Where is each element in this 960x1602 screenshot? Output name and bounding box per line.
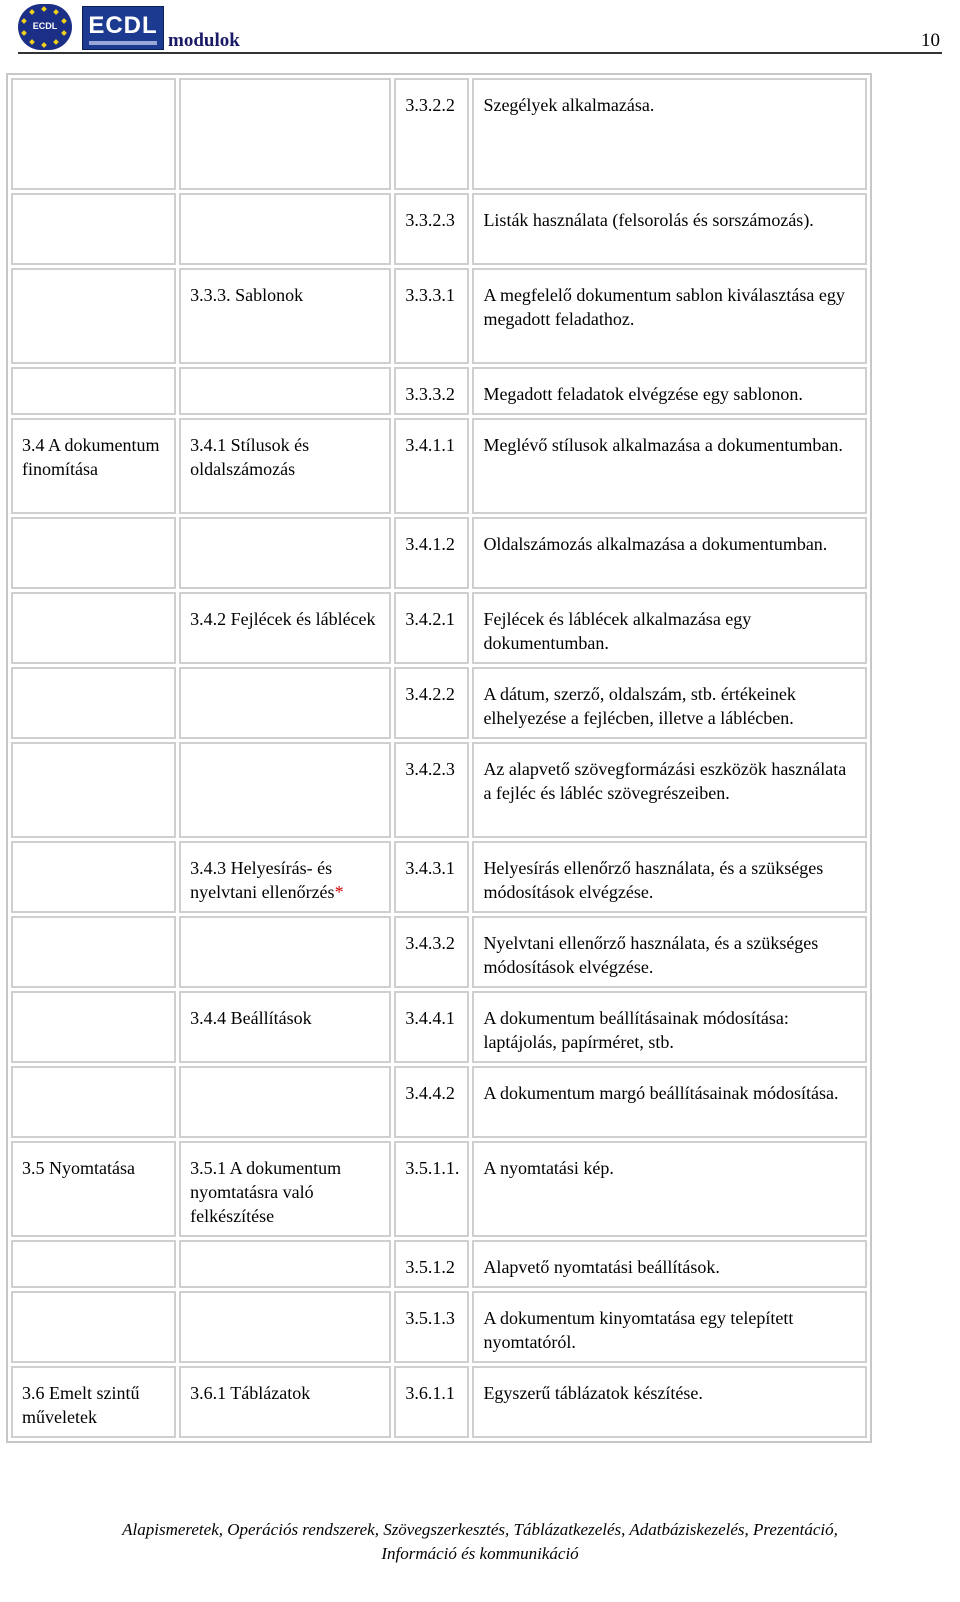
- ref-cell: [394, 1366, 469, 1438]
- ref-cell: [394, 1066, 469, 1138]
- subsection-cell-text: 3.4.3 Helyesírás- és nyelvtani ellenőrzés: [190, 858, 335, 902]
- description-cell-text: Szegélyek alkalmazása.: [483, 95, 655, 115]
- description-cell-text: A megfelelő dokumentum sablon kiválasztása egy megadott feladathoz.: [483, 285, 845, 329]
- header-rule: [18, 52, 942, 54]
- section-cell: [11, 517, 176, 589]
- table-row: [11, 742, 867, 838]
- logo-left-text: ECDL: [32, 21, 58, 31]
- ref-cell-text: 3.4.3.2: [405, 933, 455, 953]
- subsection-cell: [179, 78, 391, 190]
- description-cell: [472, 78, 867, 190]
- logo-underline: [89, 41, 157, 45]
- subsection-cell: [179, 268, 391, 364]
- ecdl-box-logo: [82, 6, 164, 50]
- subsection-cell-text: 3.5.1 A dokumentum nyomtatásra való felkészítése: [190, 1158, 342, 1226]
- section-cell: [11, 78, 176, 190]
- table-row: [11, 1291, 867, 1363]
- section-cell: [11, 916, 176, 988]
- ref-cell: [394, 268, 469, 364]
- ref-cell: [394, 367, 469, 415]
- description-cell: [472, 916, 867, 988]
- table-row: [11, 1240, 867, 1288]
- description-cell-text: A dátum, szerző, oldalszám, stb. értékeinek elhelyezése a fejlécben, illetve a láblécben.: [483, 684, 796, 728]
- ref-cell: [394, 193, 469, 265]
- table-row: [11, 367, 867, 415]
- syllabus-table-wrap: [6, 73, 870, 1443]
- subsection-cell: [179, 193, 391, 265]
- table-row: [11, 517, 867, 589]
- page-number: 10: [921, 30, 940, 51]
- ref-cell-text: 3.4.4.2: [405, 1083, 455, 1103]
- section-cell: [11, 1066, 176, 1138]
- footer-line-2: Információ és kommunikáció: [381, 1544, 579, 1563]
- table-row: [11, 193, 867, 265]
- ref-cell: [394, 841, 469, 913]
- table-row: [11, 916, 867, 988]
- description-cell: [472, 418, 867, 514]
- subsection-cell: [179, 517, 391, 589]
- ref-cell-text: 3.4.1.2: [405, 534, 455, 554]
- table-row: [11, 78, 867, 190]
- subsection-cell: [179, 667, 391, 739]
- description-cell: [472, 1240, 867, 1288]
- document-title: modulok: [168, 30, 240, 51]
- ref-cell: [394, 1240, 469, 1288]
- description-cell-text: Megadott feladatok elvégzése egy sablonon.: [483, 384, 803, 404]
- description-cell: [472, 592, 867, 664]
- ref-cell: [394, 667, 469, 739]
- description-cell: [472, 1066, 867, 1138]
- subsection-cell: [179, 367, 391, 415]
- subsection-cell-text: 3.3.3. Sablonok: [190, 285, 304, 305]
- section-cell: [11, 1141, 176, 1237]
- syllabus-table: [6, 73, 872, 1443]
- subsection-cell: [179, 1066, 391, 1138]
- description-cell-text: Listák használata (felsorolás és sorszámozás).: [483, 210, 814, 230]
- ref-cell-text: 3.5.1.1.: [405, 1158, 460, 1178]
- section-cell-text: 3.5 Nyomtatása: [22, 1158, 135, 1178]
- description-cell: [472, 193, 867, 265]
- subsection-cell: [179, 1240, 391, 1288]
- asterisk-mark: *: [334, 882, 344, 902]
- ref-cell-text: 3.3.3.2: [405, 384, 455, 404]
- table-row: [11, 841, 867, 913]
- description-cell: [472, 742, 867, 838]
- description-cell-text: Egyszerű táblázatok készítése.: [483, 1383, 703, 1403]
- subsection-cell-text: 3.4.4 Beállítások: [190, 1008, 312, 1028]
- description-cell: [472, 517, 867, 589]
- ref-cell-text: 3.4.2.3: [405, 759, 455, 779]
- table-row: [11, 1066, 867, 1138]
- description-cell-text: A dokumentum kinyomtatása egy telepített nyomtatóról.: [483, 1308, 794, 1352]
- description-cell: [472, 1141, 867, 1237]
- description-cell: [472, 1291, 867, 1363]
- section-cell-text: 3.4 A dokumentum finomítása: [22, 435, 160, 479]
- section-cell: [11, 841, 176, 913]
- subsection-cell: [179, 592, 391, 664]
- ref-cell-text: 3.4.1.1: [405, 435, 455, 455]
- subsection-cell-text: 3.6.1 Táblázatok: [190, 1383, 311, 1403]
- ref-cell-text: 3.5.1.2: [405, 1257, 455, 1277]
- table-row: [11, 592, 867, 664]
- section-cell: [11, 367, 176, 415]
- section-cell: [11, 991, 176, 1063]
- ref-cell-text: 3.3.2.3: [405, 210, 455, 230]
- description-cell-text: A dokumentum beállításainak módosítása: laptájolás, papírméret, stb.: [483, 1008, 789, 1052]
- section-cell: [11, 193, 176, 265]
- subsection-cell-text: 3.4.1 Stílusok és oldalszámozás: [190, 435, 310, 479]
- description-cell-text: Meglévő stílusok alkalmazása a dokumentumban.: [483, 435, 843, 455]
- section-cell-text: 3.6 Emelt szintű műveletek: [22, 1383, 140, 1427]
- section-cell: [11, 1240, 176, 1288]
- description-cell: [472, 991, 867, 1063]
- ecdl-star-logo: [18, 4, 72, 50]
- subsection-cell: [179, 1141, 391, 1237]
- description-cell: [472, 367, 867, 415]
- section-cell: [11, 1366, 176, 1438]
- ref-cell: [394, 592, 469, 664]
- ref-cell: [394, 1291, 469, 1363]
- section-cell: [11, 592, 176, 664]
- ref-cell: [394, 916, 469, 988]
- ref-cell: [394, 1141, 469, 1237]
- ref-cell-text: 3.4.4.1: [405, 1008, 455, 1028]
- section-cell: [11, 268, 176, 364]
- description-cell: [472, 268, 867, 364]
- subsection-cell: [179, 841, 391, 913]
- page-header: [0, 0, 960, 60]
- section-cell: [11, 1291, 176, 1363]
- table-row: [11, 991, 867, 1063]
- ref-cell-text: 3.4.3.1: [405, 858, 455, 878]
- description-cell-text: Alapvető nyomtatási beállítások.: [483, 1257, 720, 1277]
- description-cell: [472, 1366, 867, 1438]
- description-cell-text: Fejlécek és láblécek alkalmazása egy dokumentumban.: [483, 609, 752, 653]
- subsection-cell-text: 3.4.2 Fejlécek és láblécek: [190, 609, 376, 629]
- table-row: [11, 418, 867, 514]
- logo-right-text: ECDL: [88, 12, 158, 39]
- description-cell-text: Az alapvető szövegformázási eszközök használata a fejléc és lábléc szövegrészeiben.: [483, 759, 847, 803]
- subsection-cell: [179, 742, 391, 838]
- subsection-cell: [179, 916, 391, 988]
- ref-cell: [394, 517, 469, 589]
- subsection-cell: [179, 1366, 391, 1438]
- description-cell-text: Helyesírás ellenőrző használata, és a szükséges módosítások elvégzése.: [483, 858, 824, 902]
- page-footer: [0, 1518, 960, 1566]
- subsection-cell: [179, 418, 391, 514]
- section-cell: [11, 742, 176, 838]
- ref-cell-text: 3.3.3.1: [405, 285, 455, 305]
- ref-cell: [394, 78, 469, 190]
- description-cell-text: A dokumentum margó beállításainak módosítása.: [483, 1083, 839, 1103]
- ref-cell-text: 3.6.1.1: [405, 1383, 455, 1403]
- ref-cell-text: 3.4.2.1: [405, 609, 455, 629]
- section-cell: [11, 667, 176, 739]
- description-cell-text: Oldalszámozás alkalmazása a dokumentumban.: [483, 534, 828, 554]
- description-cell-text: A nyomtatási kép.: [483, 1158, 614, 1178]
- ref-cell: [394, 418, 469, 514]
- description-cell-text: Nyelvtani ellenőrző használata, és a szükséges módosítások elvégzése.: [483, 933, 819, 977]
- ref-cell: [394, 742, 469, 838]
- table-row: [11, 268, 867, 364]
- ref-cell-text: 3.4.2.2: [405, 684, 455, 704]
- ref-cell: [394, 991, 469, 1063]
- table-row: [11, 667, 867, 739]
- section-cell: [11, 418, 176, 514]
- description-cell: [472, 841, 867, 913]
- table-row: [11, 1366, 867, 1438]
- subsection-cell: [179, 991, 391, 1063]
- subsection-cell: [179, 1291, 391, 1363]
- description-cell: [472, 667, 867, 739]
- ref-cell-text: 3.3.2.2: [405, 95, 455, 115]
- table-row: [11, 1141, 867, 1237]
- footer-line-1: Alapismeretek, Operációs rendszerek, Szövegszerkesztés, Táblázatkezelés, Adatbáziskezelés, Prezentáció,: [122, 1520, 838, 1539]
- syllabus-table-body: [11, 78, 867, 1438]
- ref-cell-text: 3.5.1.3: [405, 1308, 455, 1328]
